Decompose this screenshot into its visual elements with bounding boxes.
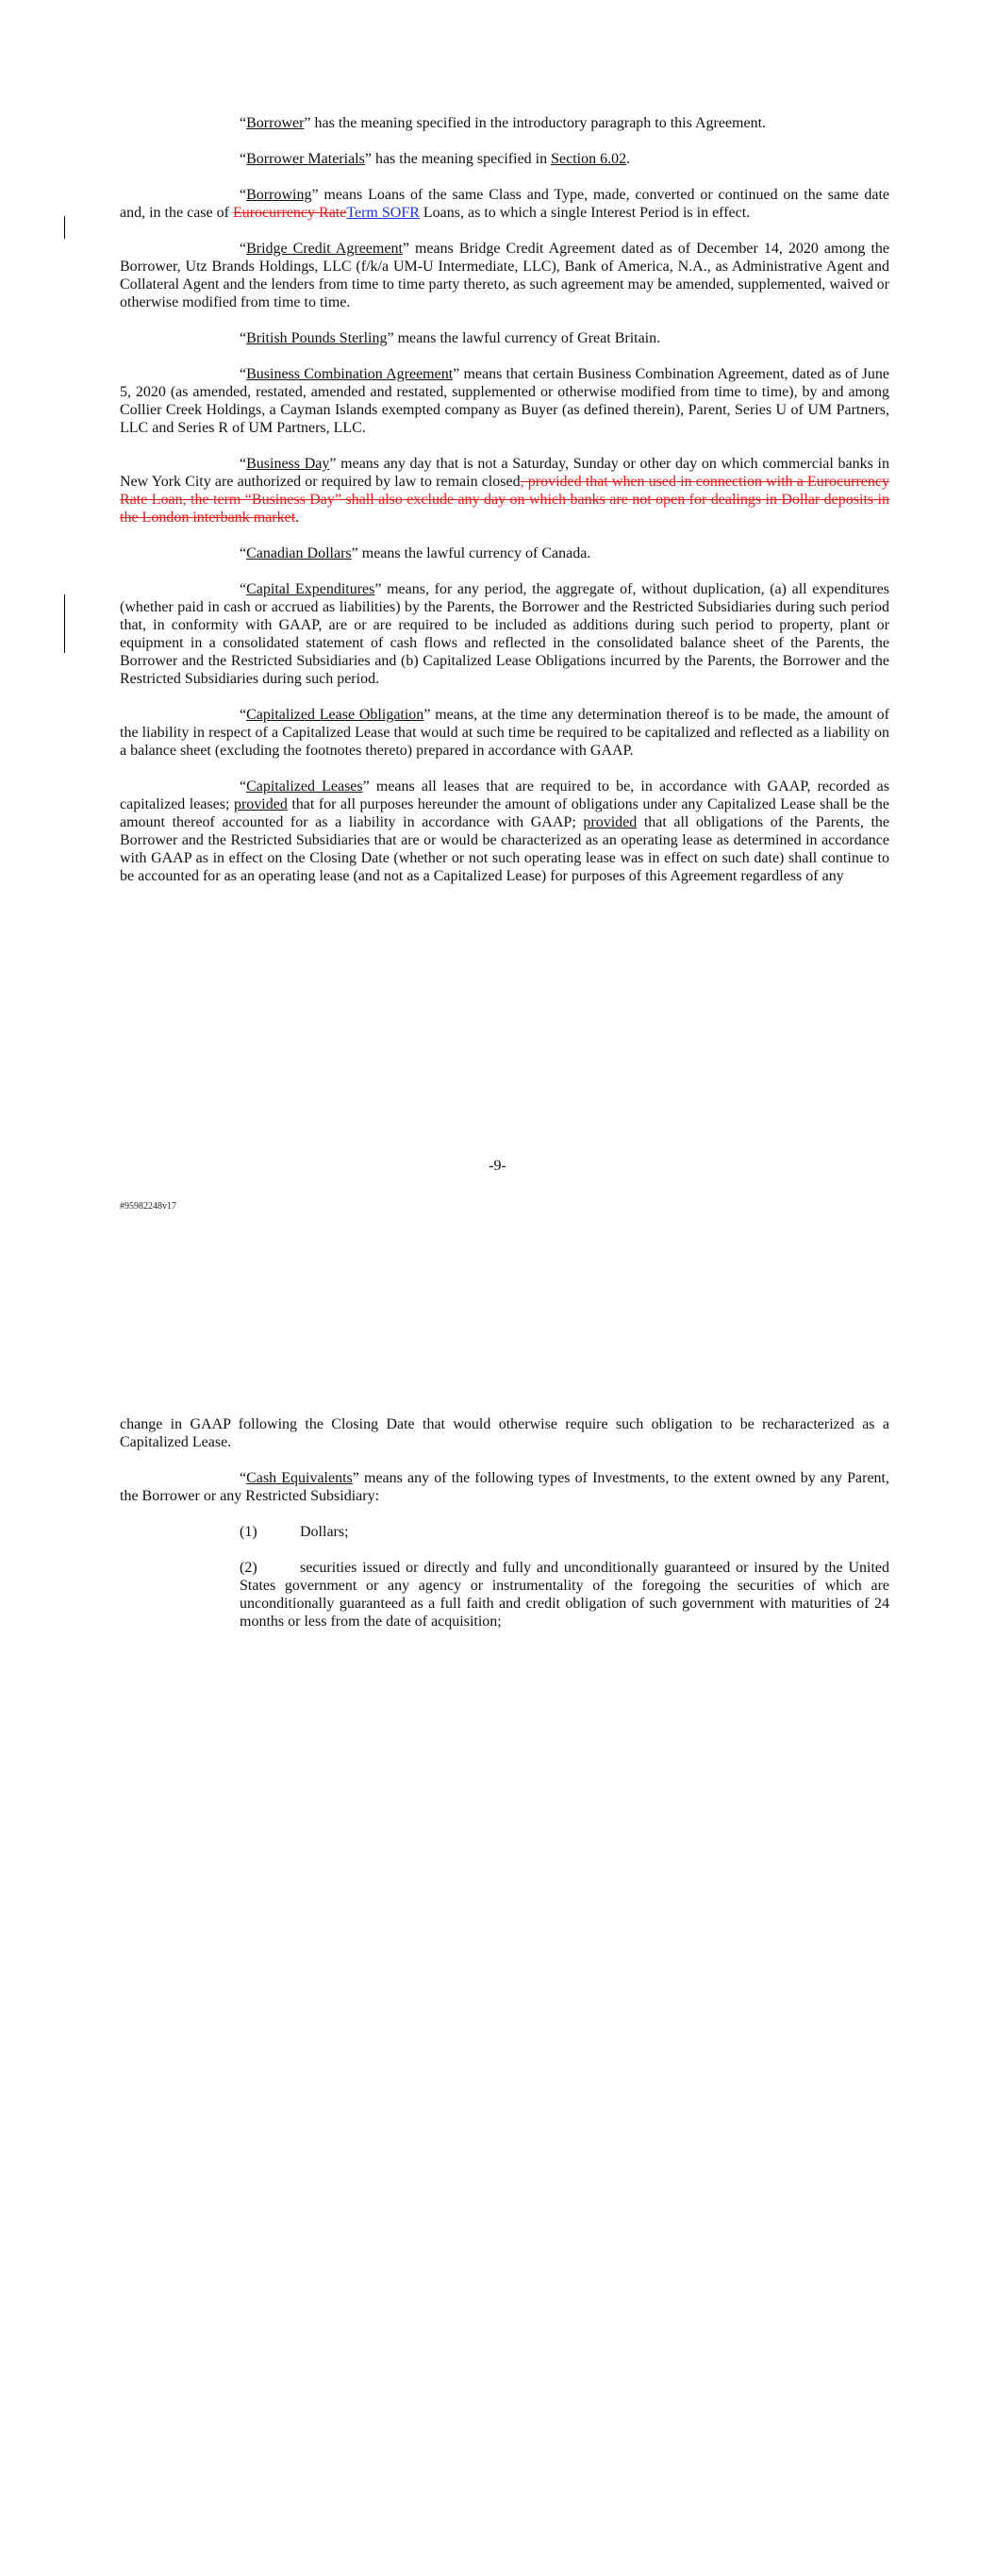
deleted-text: Business Day <box>251 492 335 508</box>
list-item: (2) securities issued or directly and fully and unconditionally guaranteed or insured by the United States government or any agency or instrumentality of the foregoing the securities of which are unconditionally guaranteed as a full faith and credit obligation of such government with maturities of 24 months or less from the date of acquisition; <box>240 1560 889 1630</box>
defined-term: Bridge Credit Agreement <box>246 241 403 257</box>
defined-term: Cash Equivalents <box>246 1470 353 1486</box>
definition-cash-equivalents: “Cash Equivalents” means any of the following types of Investments, to the extent owned by any Parent, the Borrower or any Restricted Subsidiary: <box>120 1470 889 1504</box>
page-number: -9- <box>489 1158 506 1174</box>
item-number: (1) <box>240 1524 257 1540</box>
definition-canadian-dollars: “Canadian Dollars” means the lawful currency of Canada. <box>240 545 591 561</box>
page-10 <box>0 1397 995 2576</box>
defined-term: Capital Expenditures <box>246 581 375 597</box>
page-9-body <box>120 114 889 903</box>
item-number: (2) <box>240 1560 257 1576</box>
proviso-term: provided <box>583 814 638 830</box>
proviso-term: provided <box>233 796 288 812</box>
definition-capital-expenditures: “Capital Expenditures” means, for any period, the aggregate of, without duplication, (a) all expenditures (whether paid in cash or accrued as liabilities) by the Parents, the Borrower and the Restricted Subsidiaries during such period that, in conformity with GAAP, are or are required to be included as additions during such period to property, plant or equipment in a consolidated statement of cash flows and reflected in the consolidated balance sheet of the Parents, the Borrower and the Restricted Subsidiaries and (b) Capitalized Lease Obligations incurred by the Parents, the Borrower and the Restricted Subsidiaries during such period. <box>120 581 889 687</box>
change-bar <box>64 594 65 653</box>
change-bar <box>64 216 65 239</box>
inserted-text: Term SOFR <box>346 205 420 221</box>
deleted-text: , provided that when used in connection with a Eurocurrency Rate Loan, the term “ <box>120 474 889 508</box>
defined-term: Capitalized Leases <box>246 778 363 795</box>
document-id: #95982248v17 <box>120 1201 176 1212</box>
definition-british-pounds-sterling: “British Pounds Sterling” means the lawful currency of Great Britain. <box>240 330 661 346</box>
defined-term: Borrower <box>246 115 305 131</box>
definition-borrower: “Borrower” has the meaning specified in the introductory paragraph to this Agreement. <box>240 115 767 131</box>
definition-capitalized-leases: “Capitalized Leases” means all leases that are required to be, in accordance with GAAP, recorded as capitalized leases; provided that for all purposes hereunder the amount of obligations under any Capitalized Lease shall be the amount thereof accounted for as a liability in accordance with GAAP; provided that all obligations of the Parents, the Borrower and the Restricted Subsidiaries that are or would be characterized as an operating lease as determined in accordance with GAAP as in effect on the Closing Date (whether or not such operating lease was in effect on such date) shall continue to be accounted for as an operating lease (and not as a Capitalized Lease) for purposes of this Agreement regardless of any <box>120 778 890 884</box>
definition-capitalized-lease-obligation: “Capitalized Lease Obligation” means, at the time any determination thereof is to be made, the amount of the liability in respect of a Capitalized Lease that would at such time be required to be capitalized and reflected as a liability on a balance sheet (excluding the footnotes thereto) prepared in accordance with GAAP. <box>120 707 889 759</box>
defined-term: Borrower Materials <box>246 151 365 167</box>
page-10-body <box>120 1415 889 1648</box>
definition-business-day: “Business Day” means any day that is not a Saturday, Sunday or other day on which commercial banks in New York City are authorized or required by law to remain closed, provided that when used in connection with a Eurocurrency Rate Loan, the term “Business Day” shall also exclude any day on which banks are not open for dealings in Dollar deposits in the London interbank market. <box>120 456 890 526</box>
page-gap <box>0 1302 995 1397</box>
definition-borrowing: “Borrowing” means Loans of the same Class and Type, made, converted or continued on the same date and, in the case of Eurocurrency RateTerm SOFR Loans, as to which a single Interest Period is in effect. <box>120 187 889 221</box>
defined-term: Business Combination Agreement <box>246 366 454 382</box>
definition-borrower-materials: “Borrower Materials” has the meaning specified in Section 6.02. <box>240 151 631 167</box>
list-item: (1) Dollars; <box>240 1524 349 1540</box>
defined-term: Borrowing <box>246 187 312 203</box>
definition-bridge-credit-agreement: “Bridge Credit Agreement” means Bridge Credit Agreement dated as of December 14, 2020 among the Borrower, Utz Brands Holdings, LLC (f/k/a UM-U Intermediate, LLC), Bank of America, N.A., as Administrative Agent and Collateral Agent and the lenders from time to time party thereto, as such agreement may be amended, supplemented, waived or otherwise modified from time to time. <box>120 241 890 310</box>
deleted-text: ” shall also exclude any day on which banks are not open for dealings in Dollar deposits in the London interbank market <box>120 492 890 526</box>
defined-term: Business Day <box>246 456 330 472</box>
deleted-text: Eurocurrency Rate <box>232 205 347 221</box>
defined-term: British Pounds Sterling <box>246 330 388 346</box>
defined-term: Capitalized Lease Obligation <box>246 707 424 723</box>
defined-term: Canadian Dollars <box>246 545 352 561</box>
definition-business-combination-agreement: “Business Combination Agreement” means that certain Business Combination Agreement, dated as of June 5, 2020 (as amended, restated, amended and restated, supplemented or otherwise modified from time to time), by and among Collier Creek Holdings, a Cayman Islands exempted company as Buyer (as defined therein), Parent, Series U of UM Partners, LLC and Series R of UM Partners, LLC. <box>120 366 889 436</box>
section-reference: Section 6.02 <box>551 151 627 167</box>
continuation-paragraph: change in GAAP following the Closing Date that would otherwise require such obligation to be recharacterized as a Capitalized Lease. <box>120 1416 889 1450</box>
